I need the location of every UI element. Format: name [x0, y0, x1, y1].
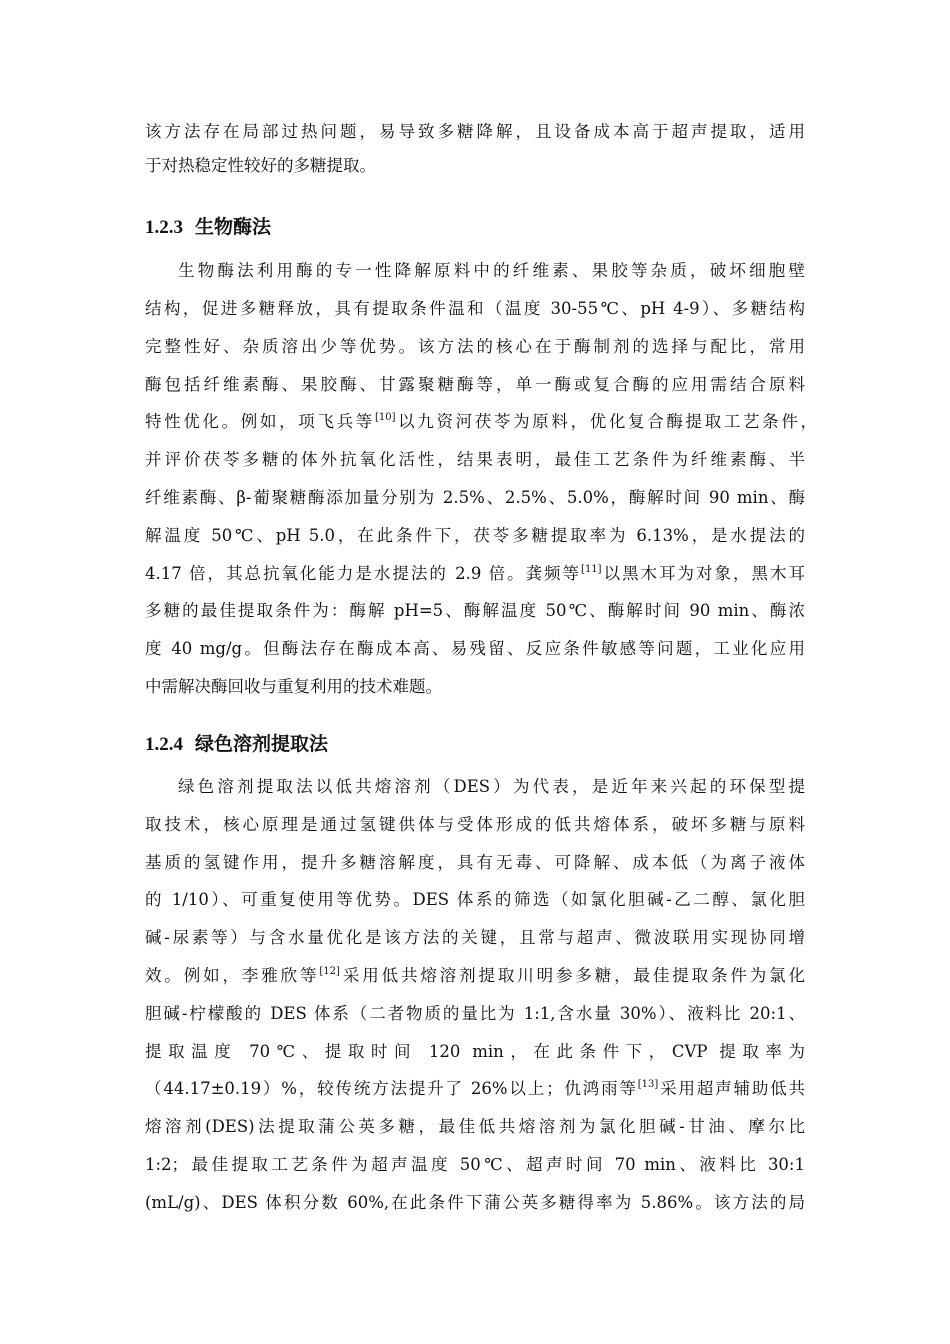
section-title: 绿色溶剂提取法: [195, 733, 329, 755]
paragraph-line: 绿色溶剂提取法以低共熔溶剂（DES）为代表，是近年来兴起的环保型提: [178, 777, 805, 796]
paragraph-line: 碱-尿素等）与含水量优化是该方法的关键，且常与超声、微波联用实现协同增: [145, 928, 805, 947]
paragraph-line: (mL/g)、DES 体积分数 60%,在此条件下蒲公英多糖得率为 5.86%。该方法的局: [145, 1193, 805, 1212]
paragraph-line: 的 1/10）、可重复使用等优势。DES 体系的筛选（如氯化胆碱-乙二醇、氯化胆: [145, 890, 805, 909]
section-number: 1.2.3: [145, 217, 183, 238]
section-number: 1.2.4: [145, 734, 183, 755]
section-title: 生物酶法: [195, 216, 272, 238]
paragraph-line: （44.17±0.19）%，较传统方法提升了 26%以上；仇鸿雨等[13]采用超声辅助低共: [145, 1079, 805, 1098]
paragraph-line: 胆碱-柠檬酸的 DES 体系（二者物质的量比为 1:1,含水量 30%）、液料比 20:1、: [145, 1004, 805, 1023]
paragraph-line: 于对热稳定性较好的多糖提取。: [145, 156, 376, 175]
section-heading-1-2-4: [145, 731, 328, 758]
section-heading-1-2-3: [145, 214, 271, 241]
paragraph-line: 提取温度 70℃、提取时间 120 min，在此条件下，CVP 提取率为: [145, 1042, 805, 1061]
paragraph-line: 基质的氢键作用，提升多糖溶解度，具有无毒、可降解、成本低（为离子液体: [145, 853, 805, 872]
paragraph-line: 效。例如，李雅欣等[12]采用低共熔溶剂提取川明参多糖，最佳提取条件为氯化: [145, 966, 805, 985]
citation-ref: [12]: [319, 966, 340, 977]
paragraph-line: 并评价茯苓多糖的体外抗氧化活性，结果表明，最佳工艺条件为纤维素酶、半: [145, 450, 805, 469]
paragraph-line: 取技术，核心原理是通过氢键供体与受体形成的低共熔体系，破坏多糖与原料: [145, 815, 805, 834]
paragraph-line: 生物酶法利用酶的专一性降解原料中的纤维素、果胶等杂质，破坏细胞壁: [178, 261, 805, 280]
citation-ref: [11]: [581, 564, 602, 575]
citation-ref: [10]: [374, 412, 396, 423]
paragraph-line: 纤维素酶、β-葡聚糖酶添加量分别为 2.5%、2.5%、5.0%，酶解时间 90 min、酶: [145, 488, 805, 507]
paragraph-line: 结构，促进多糖释放，具有提取条件温和（温度 30-55℃、pH 4-9）、多糖结构: [145, 299, 805, 318]
paragraph-line: 度 40 mg/g。但酶法存在酶成本高、易残留、反应条件敏感等问题，工业化应用: [145, 639, 805, 658]
paragraph-line: 中需解决酶回收与重复利用的技术难题。: [145, 677, 442, 696]
paragraph-line: 1:2；最佳提取工艺条件为超声温度 50℃、超声时间 70 min、液料比 30:1: [145, 1155, 805, 1174]
paragraph-line: 4.17 倍，其总抗氧化能力是水提法的 2.9 倍。龚频等[11]以黑木耳为对象，黑木耳: [145, 564, 805, 583]
paragraph-line: 多糖的最佳提取条件为：酶解 pH=5、酶解温度 50℃、酶解时间 90 min、酶浓: [145, 601, 805, 620]
paragraph-line: 解温度 50℃、pH 5.0，在此条件下，茯苓多糖提取率为 6.13%，是水提法的: [145, 526, 805, 545]
paragraph-line: 该方法存在局部过热问题，易导致多糖降解，且设备成本高于超声提取，适用: [145, 122, 805, 141]
paragraph-line: 熔溶剂(DES)法提取蒲公英多糖，最佳低共熔溶剂为氯化胆碱-甘油、摩尔比: [145, 1117, 805, 1136]
paragraph-line: 完整性好、杂质溶出少等优势。该方法的核心在于酶制剂的选择与配比，常用: [145, 337, 805, 356]
citation-ref: [13]: [637, 1079, 659, 1090]
paragraph-line: 酶包括纤维素酶、果胶酶、甘露聚糖酶等，单一酶或复合酶的应用需结合原料: [145, 375, 805, 394]
paragraph-line: 特性优化。例如，项飞兵等[10]以九资河茯苓为原料，优化复合酶提取工艺条件，: [145, 412, 817, 431]
